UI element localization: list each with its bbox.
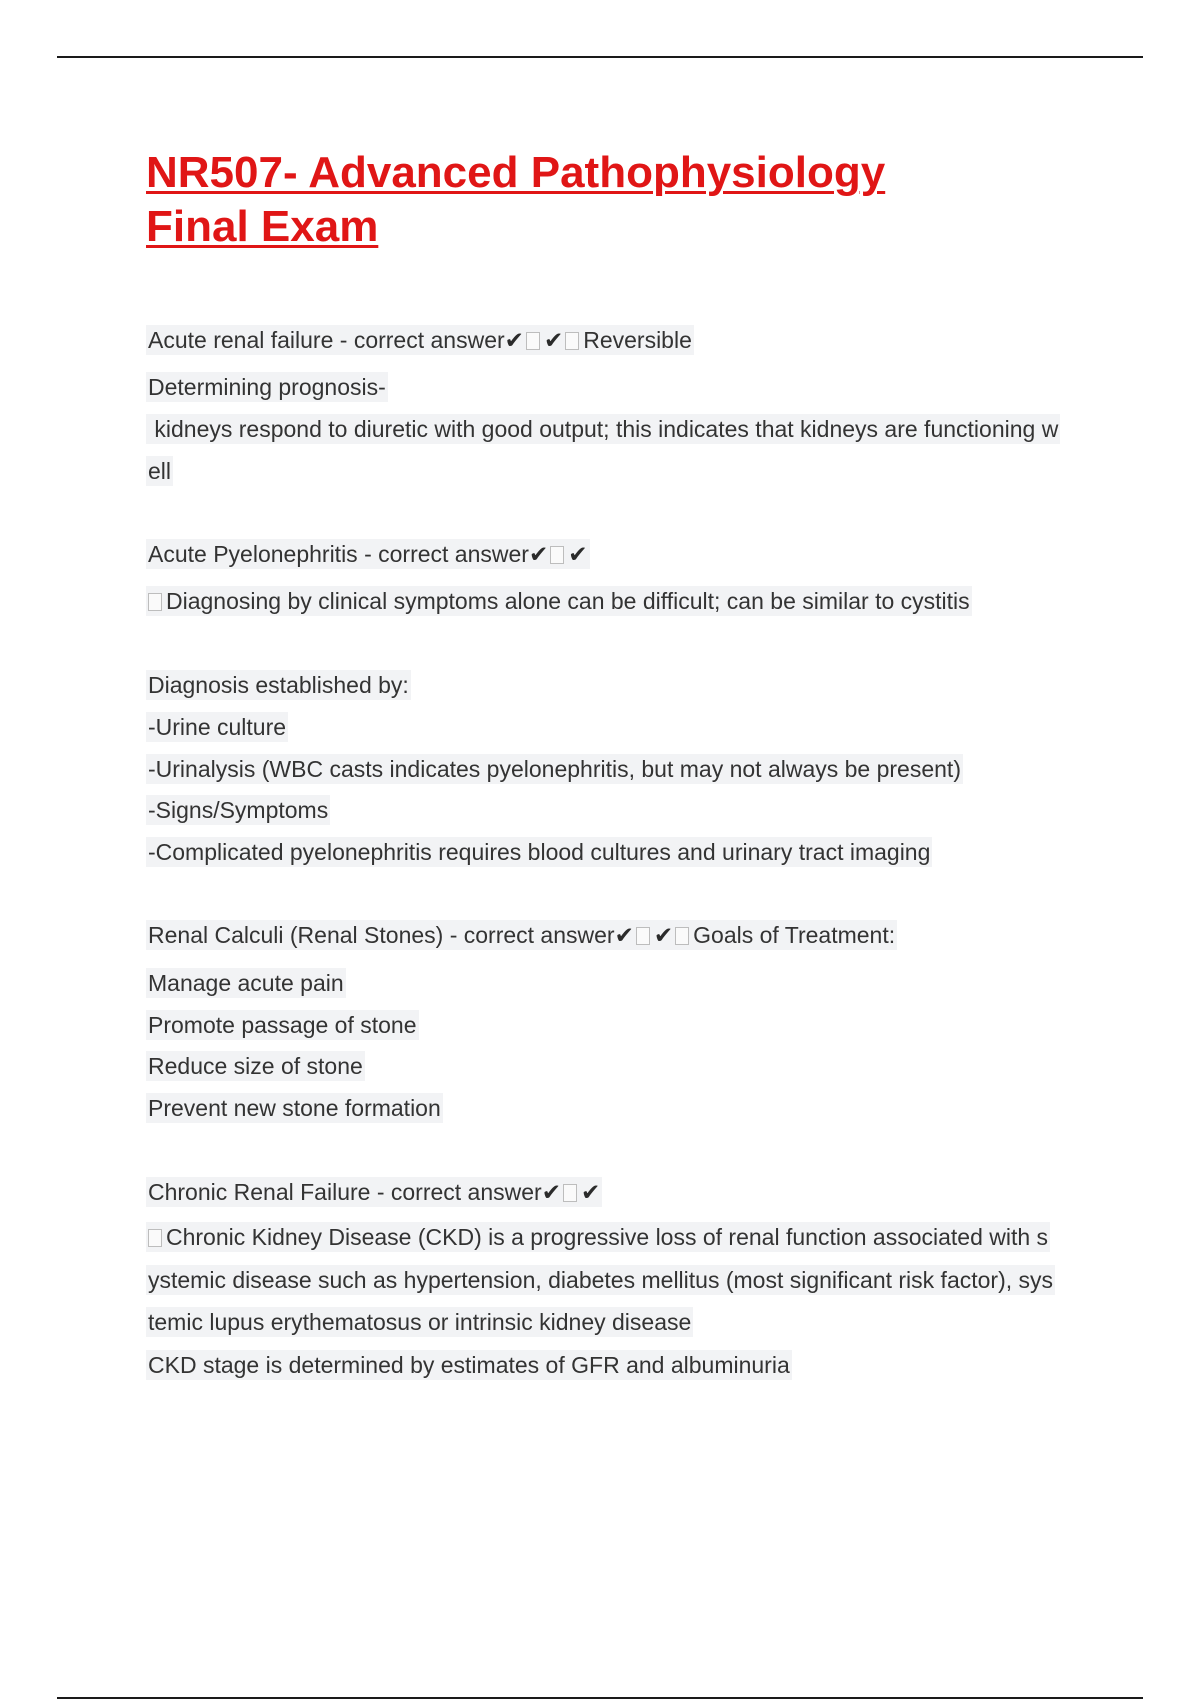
missing-glyph-icon: [148, 1229, 162, 1247]
missing-glyph-icon: [550, 546, 564, 564]
check-icon: ✔: [528, 541, 549, 567]
check-icon: ✔: [580, 1179, 601, 1205]
answer-line: Determining prognosis-: [148, 374, 386, 400]
check-icon: ✔: [653, 922, 674, 948]
answer-line: ystemic disease such as hypertension, diabetes mellitus (most significant risk factor), sys: [148, 1267, 1054, 1293]
missing-glyph-icon: [563, 1184, 577, 1202]
check-icon: ✔: [614, 922, 634, 948]
answer-line: temic lupus erythematosus or intrinsic kidney disease: [148, 1309, 692, 1335]
answer-line: kidneys respond to diuretic with good output; this indicates that kidneys are functioning w: [148, 416, 1059, 442]
question-chronic-renal-failure: Chronic Renal Failure - correct answer✔ ✔: [148, 1179, 601, 1205]
question-acute-renal-failure: Acute renal failure - correct answer✔ ✔ Reversible: [148, 327, 692, 353]
title-line-1: NR507- Advanced Pathophysiology: [146, 148, 886, 197]
answer-line: -Complicated pyelonephritis requires blood cultures and urinary tract imaging: [148, 839, 931, 865]
missing-glyph-icon: [565, 332, 579, 350]
answer-line: CKD stage is determined by estimates of GFR and albuminuria: [148, 1352, 790, 1378]
answer-line: -Signs/Symptoms: [148, 797, 329, 823]
question-acute-pyelonephritis: Acute Pyelonephritis - correct answer✔ ✔: [148, 541, 588, 567]
answer-line: Prevent new stone formation: [148, 1095, 441, 1121]
answer-line: Diagnosing by clinical symptoms alone can be difficult; can be similar to cystitis: [146, 586, 972, 616]
answer-line: Diagnosis established by:: [148, 672, 409, 698]
bottom-rule: [57, 1697, 1143, 1699]
top-rule: [57, 56, 1143, 58]
answer-line: Promote passage of stone: [148, 1012, 417, 1038]
answer-line: ell: [148, 458, 172, 484]
missing-glyph-icon: [526, 332, 540, 350]
answer-line: -Urine culture: [148, 714, 287, 740]
check-icon: ✔: [543, 327, 564, 353]
check-icon: ✔: [504, 327, 524, 353]
document-title: [146, 146, 1046, 254]
missing-glyph-icon: [148, 593, 162, 611]
question-renal-calculi: Renal Calculi (Renal Stones) - correct answer✔ ✔ Goals of Treatment:: [148, 922, 896, 948]
answer-line: -Urinalysis (WBC casts indicates pyelonephritis, but may not always be present): [148, 756, 961, 782]
missing-glyph-icon: [675, 927, 689, 945]
missing-glyph-icon: [636, 927, 650, 945]
answer-line: Chronic Kidney Disease (CKD) is a progressive loss of renal function associated with s: [146, 1222, 1050, 1252]
answer-line: Manage acute pain: [148, 970, 344, 996]
title-line-2: Final Exam: [146, 202, 379, 251]
answer-line: Reduce size of stone: [148, 1053, 363, 1079]
check-icon: ✔: [568, 541, 588, 567]
check-icon: ✔: [541, 1179, 561, 1205]
